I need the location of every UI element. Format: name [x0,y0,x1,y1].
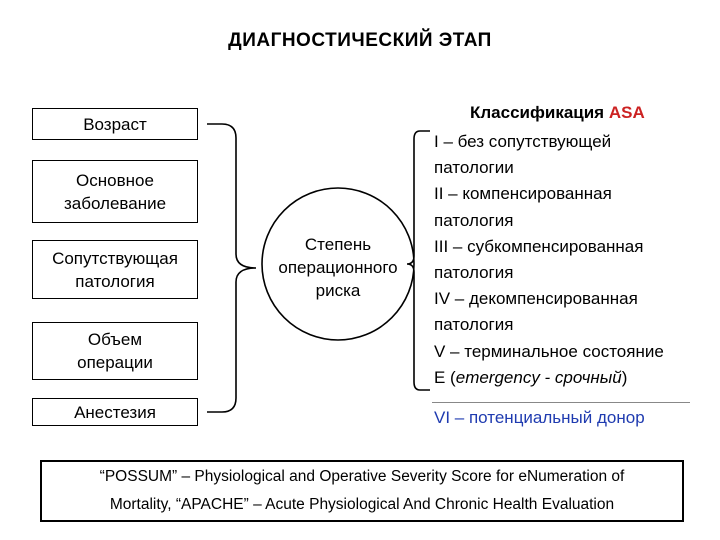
risk-label: Степень операционного риска [278,235,398,300]
factor-label: Объем операции [77,330,153,372]
asa-title-prefix: Классификация [470,103,609,122]
asa-emergency-prefix: E ( [434,367,456,387]
asa-class-line: IV – декомпенсированная [434,289,638,309]
asa-class-line: I – без сопутствующей [434,132,612,151]
factor-label: Основное заболевание [63,170,167,213]
footnote-line-2: Mortality, “APACHE” – Acute Physiological And Chronic Health Evaluation [109,496,615,513]
factor-label: Возраст [83,114,147,134]
footnote-line-1: “POSSUM” – Physiological and Operative Severity Score for eNumeration of [99,468,625,485]
page-title: ДИАГНОСТИЧЕСКИЙ ЭТАП [228,30,492,51]
factors-brace [207,124,256,412]
asa-class-line: патологии [434,158,514,178]
asa-title-highlight: ASA [608,103,645,122]
asa-title [470,103,645,123]
asa-class-line: патология [434,210,514,230]
asa-class-line: II – компенсированная [434,184,612,204]
asa-emergency-italic: emergency - срочный [455,367,622,387]
asa-emergency-suffix: ) [621,367,628,387]
asa-emergency-line [434,365,664,391]
asa-class-list [434,129,664,391]
factor-label: Анестезия [74,402,156,422]
factor-label: Сопутствующая патология [52,248,178,291]
asa-separator [432,402,690,403]
asa-class-line: патология [434,315,514,335]
footnote-box [40,460,684,522]
asa-class-line: III – субкомпенсированная [434,236,644,256]
asa-donor-line: VI – потенциальный донор [434,408,645,427]
asa-class-line: патология [434,263,514,283]
asa-class-line: V – терминальное состояние [434,341,664,361]
